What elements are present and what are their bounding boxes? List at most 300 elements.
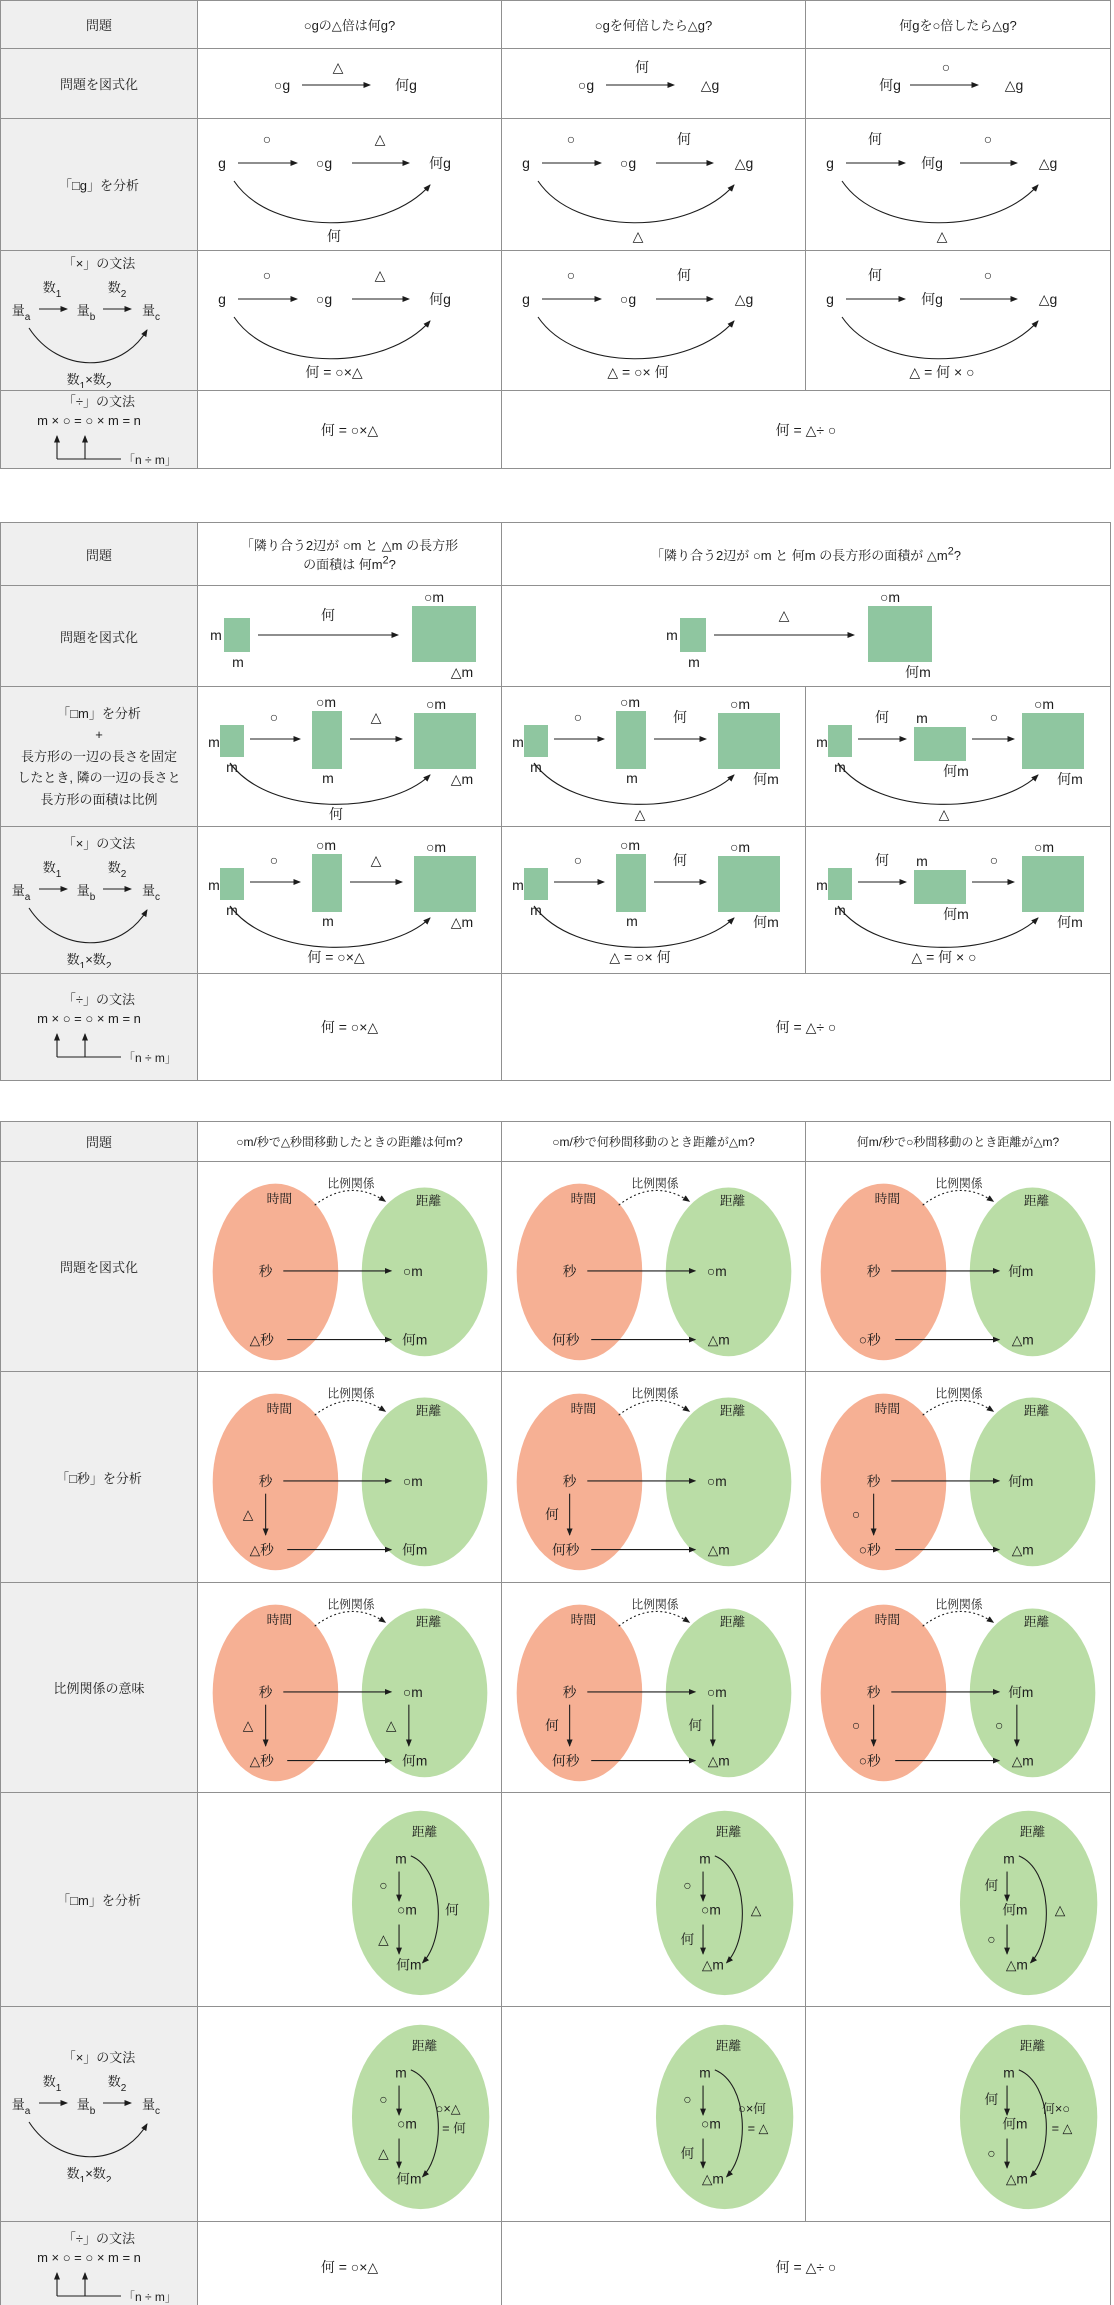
arc-label: 数$_1$×数$_2$ <box>66 951 112 968</box>
rect-chain-cell <box>502 687 806 827</box>
arc-label: 何 <box>326 227 341 244</box>
table-row <box>1 974 1111 1081</box>
side-label: m <box>207 733 220 750</box>
time-title: 時間 <box>570 1401 597 1417</box>
rect-bottom-label: 何m <box>752 914 779 930</box>
mid-rect <box>312 854 342 912</box>
arc-arrow <box>838 906 1038 947</box>
chain-diagram <box>504 259 804 383</box>
mid-bottom-label: m <box>625 769 638 786</box>
node2: ○m <box>701 2116 721 2132</box>
div-grammar-title: 「÷」の文法 <box>62 394 136 409</box>
time-set-ellipse <box>821 1183 947 1360</box>
equation: 何 = △÷ ○ <box>502 974 1111 1081</box>
result-rect <box>414 856 476 912</box>
quantity-c: 量$_c$ <box>141 882 161 903</box>
ellipse-map-cell <box>806 1583 1111 1793</box>
bottom-label: m <box>225 758 238 775</box>
mid-rect <box>616 854 646 912</box>
table-row <box>1 523 1111 586</box>
chain-diagram <box>200 123 500 247</box>
mid-bottom-label: 何m <box>943 762 969 779</box>
factor1: 何 <box>868 266 882 283</box>
time-title: 時間 <box>874 1190 901 1206</box>
time-value-2: △秒 <box>249 1331 274 1347</box>
number-1: 数$_1$ <box>42 2073 62 2094</box>
factor2: 何 <box>680 2146 695 2162</box>
result-rect <box>1022 713 1084 769</box>
factor2: △ <box>370 852 381 868</box>
factor1: ○ <box>566 266 575 283</box>
table-row <box>1 251 1111 391</box>
table-row <box>1 1162 1111 1372</box>
row-header-mult-grammar <box>1 251 198 391</box>
rect-top-label: ○m <box>425 839 446 855</box>
time-value-1: 秒 <box>866 1473 881 1489</box>
proportional-label: 比例関係 <box>631 1387 679 1401</box>
curve-label: △ <box>1054 1902 1066 1918</box>
chain-diagram <box>504 123 804 247</box>
divide-formula: m × ○ = ○ × m = n <box>37 1010 141 1026</box>
mid-rect <box>616 711 646 769</box>
result-rect <box>412 606 476 662</box>
node1: g <box>826 290 834 307</box>
rect-chain-cell <box>806 687 1111 827</box>
bottom-label: m <box>834 902 846 918</box>
arc-equation: 何 = ○×△ <box>304 363 363 380</box>
table-speed-distance <box>0 1121 1111 2305</box>
schema-cell <box>806 49 1111 119</box>
distance-title: 距離 <box>411 1823 438 1839</box>
time-distance-map <box>198 1585 502 1791</box>
distance-chain-diagram <box>502 2011 806 2217</box>
factor2: 何 <box>676 130 691 147</box>
proportional-arrow <box>923 1190 994 1205</box>
node2: ○m <box>397 1902 417 1918</box>
distance-set-ellipse <box>666 1608 792 1777</box>
arc-label: △ <box>938 805 950 822</box>
time-title: 時間 <box>266 1401 293 1417</box>
dist-value-2: △m <box>707 1752 730 1768</box>
dist-value-2: 何m <box>402 1542 428 1558</box>
dist-value-2: △m <box>707 1331 730 1347</box>
unit-square <box>828 868 852 900</box>
rect-bottom-label: △m <box>450 664 473 680</box>
factor1: ○ <box>379 1877 388 1893</box>
node2: ○g <box>619 290 636 307</box>
quantity-a: 量$_a$ <box>11 882 31 903</box>
row-header-problem: 問題 <box>1 1 198 49</box>
result-rect <box>1022 856 1084 912</box>
time-value-2: 何秒 <box>551 1331 580 1347</box>
node2: ○g <box>315 154 332 171</box>
distance-set-ellipse <box>666 1187 792 1356</box>
rect-schema-cell <box>502 586 1111 687</box>
time-multiplier-label: 何 <box>545 1717 559 1733</box>
quantity-a: 量$_a$ <box>11 303 31 323</box>
time-value-1: 秒 <box>866 1263 881 1279</box>
rect-arrow-diagram <box>200 586 500 686</box>
proportional-label: 比例関係 <box>327 1598 375 1612</box>
time-distance-map <box>502 1585 806 1791</box>
time-set-ellipse <box>517 1604 643 1781</box>
factor2: △ <box>370 708 381 725</box>
node1: m <box>699 2065 711 2081</box>
time-value-2: 何秒 <box>551 1542 580 1558</box>
problem-statement: 何gを○倍したら△g? <box>806 1 1111 49</box>
proportional-arrow <box>619 1611 690 1626</box>
from-label: ○g <box>273 76 290 93</box>
row-header-mult-grammar <box>1 827 198 974</box>
result-rect <box>718 856 780 912</box>
quantity-b: 量$_b$ <box>76 2096 96 2117</box>
factor1: ○ <box>262 130 271 147</box>
unit-square <box>224 618 250 652</box>
node3: △m <box>701 1957 724 1973</box>
table-row <box>1 49 1111 119</box>
distance-set-ellipse <box>666 1398 792 1567</box>
node3: △m <box>701 2171 724 2187</box>
rect-chain-diagram <box>200 834 500 966</box>
row-header-schematize: 問題を図式化 <box>1 1162 198 1372</box>
arc-label: △ <box>632 227 643 244</box>
side-label: m <box>209 627 222 643</box>
equation-line2: = △ <box>1051 2120 1073 2136</box>
arc-arrow <box>538 181 734 223</box>
arc-label: △ <box>936 227 948 244</box>
factor2: 何 <box>680 1931 695 1947</box>
mid-rect <box>312 711 342 769</box>
rect-top-label: ○m <box>1033 695 1055 712</box>
node1: g <box>217 154 226 171</box>
table-row <box>1 2007 1111 2222</box>
equation: 何 = ○×△ <box>198 391 502 469</box>
distance-multiplier-label: △ <box>385 1717 397 1733</box>
result-rect <box>414 713 476 769</box>
distance-chain-cell <box>502 1793 806 2007</box>
table-row <box>1 1 1111 49</box>
table-grams <box>0 0 1111 469</box>
time-value-2: △秒 <box>249 1542 274 1558</box>
dist-value-1: ○m <box>402 1263 423 1279</box>
from-label: 何g <box>879 76 901 93</box>
equation-line1: ○×何 <box>738 2101 767 2117</box>
equation: 何 = ○×△ <box>198 2222 502 2305</box>
arc-arrow <box>538 317 734 359</box>
side-label: m <box>666 627 678 643</box>
distance-set-ellipse <box>362 1608 488 1777</box>
time-title: 時間 <box>570 1190 597 1206</box>
quantity-b: 量$_b$ <box>76 303 96 323</box>
distance-title: 距離 <box>719 1403 746 1419</box>
row-header-analyze-m: 「□m」を分析 + 長方形の一辺の長さを固定 したとき, 隣の一辺の長さと 長方形の面積は比例 <box>1 687 198 827</box>
distance-multiplier-label: 何 <box>688 1717 703 1733</box>
node2: 何m <box>1002 2116 1028 2132</box>
rect-chain-cell <box>502 827 806 974</box>
rect-top-label: ○m <box>1033 839 1055 855</box>
row-header-proportional-meaning: 比例関係の意味 <box>1 1583 198 1793</box>
unit-square <box>524 725 548 757</box>
chain-cell <box>198 251 502 391</box>
proportional-arrow <box>923 1611 994 1626</box>
factor1: ○ <box>573 708 582 725</box>
rect-chain-diagram <box>200 691 500 823</box>
arc-arrow <box>29 328 147 363</box>
mid-top-label: ○m <box>315 693 336 710</box>
mid-rect <box>914 727 966 761</box>
mid-bottom-label: m <box>321 769 334 786</box>
rect-arrow-diagram <box>656 586 956 686</box>
bottom-label: m <box>529 758 542 775</box>
time-value-1: 秒 <box>562 1263 577 1279</box>
curve-label: △ <box>750 1902 762 1918</box>
row-header-analyze-seconds: 「□秒」を分析 <box>1 1372 198 1583</box>
proportional-arrow <box>315 1611 386 1626</box>
node3: △m <box>1005 1957 1028 1973</box>
quantity-legend-diagram <box>1 274 198 388</box>
time-value-2: 何秒 <box>551 1752 580 1768</box>
time-distance-map <box>502 1374 806 1580</box>
time-distance-map <box>502 1164 806 1370</box>
table-gap <box>0 469 1114 522</box>
multiplier-label: △ <box>332 58 343 75</box>
time-set-ellipse <box>517 1183 643 1360</box>
table-row <box>1 1583 1111 1793</box>
rect-top-label: ○m <box>729 695 750 712</box>
time-title: 時間 <box>266 1190 293 1206</box>
time-distance-map <box>806 1374 1110 1580</box>
distance-chain-diagram <box>502 1797 806 2003</box>
mult-grammar-title: 「×」の文法 <box>62 256 136 271</box>
dist-value-1: 何m <box>1008 1263 1034 1279</box>
factor1: ○ <box>573 852 582 868</box>
distance-set-ellipse <box>362 1187 488 1356</box>
chain-cell <box>806 251 1111 391</box>
schema-cell <box>502 49 806 119</box>
divide-legend-diagram <box>1 2249 197 2305</box>
table-gap <box>0 1081 1114 1121</box>
time-set-ellipse <box>517 1394 643 1571</box>
dist-value-1: 何m <box>1008 1684 1034 1700</box>
table-row <box>1 1793 1111 2007</box>
time-value-2: ○秒 <box>858 1542 881 1558</box>
chain-diagram <box>808 123 1108 247</box>
rect-bottom-label: 何m <box>905 664 931 680</box>
rect-bottom-label: △m <box>450 770 473 787</box>
mid-bottom-label: m <box>321 913 334 929</box>
factor1: ○ <box>269 708 278 725</box>
result-rect <box>718 713 780 769</box>
factor1: 何 <box>984 1877 999 1893</box>
unit-square <box>220 725 244 757</box>
ellipse-map-cell <box>806 1162 1111 1372</box>
row-header-analyze-m: 「□m」を分析 <box>1 1793 198 2007</box>
arc-label: 何 <box>328 805 343 822</box>
proportional-label: 比例関係 <box>935 1177 983 1191</box>
time-value-2: ○秒 <box>858 1752 881 1768</box>
dist-value-1: ○m <box>706 1473 727 1489</box>
mid-rect <box>914 870 966 904</box>
to-label: 何g <box>394 76 417 93</box>
node2: 何g <box>921 290 943 307</box>
ellipse-map-cell <box>806 1372 1111 1583</box>
ellipse-map-cell <box>198 1372 502 1583</box>
problem-statement: ○gの△倍は何g? <box>198 1 502 49</box>
row-header-div-grammar <box>1 974 198 1081</box>
arc-equation: △ = ○× 何 <box>608 949 671 965</box>
number-2: 数$_2$ <box>107 859 127 880</box>
dist-value-1: 何m <box>1008 1473 1034 1489</box>
time-set-ellipse <box>213 1183 339 1360</box>
time-value-1: 秒 <box>866 1684 881 1700</box>
node3: 何m <box>396 1957 422 1973</box>
time-title: 時間 <box>874 1401 901 1417</box>
factor1: 何 <box>984 2092 999 2108</box>
dist-value-1: ○m <box>402 1473 423 1489</box>
equation-line2: = △ <box>747 2120 769 2136</box>
factor2: ○ <box>989 852 999 868</box>
dist-value-2: △m <box>707 1542 730 1558</box>
node3: △g <box>1038 154 1058 171</box>
time-set-ellipse <box>213 1394 339 1571</box>
number-1: 数$_1$ <box>42 859 62 880</box>
arc-equation: △ = ○× 何 <box>606 363 669 380</box>
table-rectangles <box>0 522 1111 1081</box>
rect-top-label: ○m <box>423 589 444 605</box>
arc-label: △ <box>634 805 645 822</box>
divide-bracket: 「n ÷ m」 <box>123 453 177 467</box>
chain-cell <box>806 119 1111 251</box>
row-header-mult-grammar <box>1 2007 198 2222</box>
time-multiplier-label: △ <box>242 1507 254 1523</box>
rect-bottom-label: 何m <box>1057 914 1083 930</box>
proportional-label: 比例関係 <box>631 1177 679 1191</box>
node2: ○g <box>619 154 636 171</box>
number-1: 数$_1$ <box>42 280 62 300</box>
node3: △g <box>734 154 753 171</box>
multiplier-label: 何 <box>320 607 335 623</box>
row-header-schematize: 問題を図式化 <box>1 586 198 687</box>
bottom-label: m <box>225 902 238 918</box>
arc-arrow <box>234 181 430 223</box>
distance-chain-cell <box>806 2007 1111 2222</box>
distance-chain-cell <box>198 1793 502 2007</box>
node3: 何m <box>396 2171 422 2187</box>
equation-line2: = 何 <box>442 2120 466 2136</box>
row-header-div-grammar <box>1 2222 198 2305</box>
chain-cell <box>502 119 806 251</box>
unit-square <box>828 725 852 757</box>
row-header-problem: 問題 <box>1 1122 198 1162</box>
number-2: 数$_2$ <box>107 280 127 300</box>
time-distance-map <box>198 1164 502 1370</box>
arc-equation: △ = 何 × ○ <box>911 949 977 965</box>
factor2: 何 <box>676 266 691 283</box>
bottom-label: m <box>688 654 700 670</box>
time-value-1: 秒 <box>258 1684 273 1700</box>
chain-cell <box>198 119 502 251</box>
mid-top-label: m <box>916 709 928 726</box>
distance-chain-cell <box>806 1793 1111 2007</box>
ellipse-map-cell <box>502 1162 806 1372</box>
node3: 何g <box>428 154 451 171</box>
factor2: △ <box>378 2146 389 2162</box>
quantity-legend-diagram <box>1 2068 198 2182</box>
arc-arrow <box>842 317 1038 359</box>
arc-arrow <box>842 181 1038 223</box>
rect-chain-cell <box>806 827 1111 974</box>
arc-arrow <box>29 908 147 943</box>
rect-top-label: ○m <box>729 839 750 855</box>
row-header-problem: 問題 <box>1 523 198 586</box>
problem-statement: ○m/秒で何秒間移動のとき距離が△m? <box>502 1122 806 1162</box>
arc-equation: △ = 何 × ○ <box>909 363 975 380</box>
node1: g <box>217 290 226 307</box>
divide-formula: m × ○ = ○ × m = n <box>37 2250 141 2265</box>
ellipse-map-cell <box>198 1162 502 1372</box>
unit-square <box>220 868 244 900</box>
distance-chain-diagram <box>198 1797 502 2003</box>
multiplier-label: 何 <box>634 58 649 75</box>
time-value-2: △秒 <box>249 1752 274 1768</box>
row-header-analyze-g: 「□g」を分析 <box>1 119 198 251</box>
rect-schema-cell <box>198 586 502 687</box>
dist-value-1: ○m <box>706 1263 727 1279</box>
distance-set-ellipse <box>362 1398 488 1567</box>
node2: 何m <box>1002 1902 1028 1918</box>
node2: ○m <box>397 2116 417 2132</box>
arrow-diagram <box>554 59 754 109</box>
ellipse-map-cell <box>198 1583 502 1793</box>
factor2: ○ <box>983 130 993 147</box>
div-grammar-title: 「÷」の文法 <box>62 2231 136 2246</box>
node1: g <box>521 154 530 171</box>
side-label: m <box>816 877 828 893</box>
time-value-1: 秒 <box>562 1473 577 1489</box>
distance-title: 距離 <box>715 2038 742 2054</box>
factor2: ○ <box>989 708 999 725</box>
proportional-arrow <box>315 1190 386 1205</box>
distance-chain-diagram <box>806 1797 1110 2003</box>
proportional-arrow <box>619 1400 690 1415</box>
divide-legend-diagram <box>1 1010 197 1066</box>
multiplier-label: △ <box>778 607 790 623</box>
divide-legend-diagram <box>1 412 197 468</box>
ellipse-map-cell <box>502 1372 806 1583</box>
mid-top-label: ○m <box>315 837 336 853</box>
node1: m <box>699 1851 711 1867</box>
rect-bottom-label: 何m <box>752 770 779 787</box>
distance-title: 距離 <box>1019 1823 1046 1839</box>
table-row <box>1 391 1111 469</box>
rect-bottom-label: △m <box>450 914 473 930</box>
time-distance-map <box>198 1374 502 1580</box>
number-2: 数$_2$ <box>107 2073 127 2094</box>
proportional-label: 比例関係 <box>327 1177 375 1191</box>
bottom-label: m <box>834 758 846 775</box>
problem-statement: 「隣り合う2辺が ○m と 何m の長方形の面積が $\triangle m^2$? <box>502 523 1111 586</box>
row-header-schematize: 問題を図式化 <box>1 49 198 119</box>
quantity-c: 量$_c$ <box>141 303 161 323</box>
factor1: ○ <box>269 852 278 868</box>
mid-top-label: ○m <box>619 693 640 710</box>
rect-top-label: ○m <box>879 589 901 605</box>
distance-title: 距離 <box>415 1403 442 1419</box>
time-set-ellipse <box>821 1394 947 1571</box>
node2: 何g <box>921 154 943 171</box>
node3: △g <box>734 290 753 307</box>
div-grammar-title: 「÷」の文法 <box>62 991 136 1007</box>
